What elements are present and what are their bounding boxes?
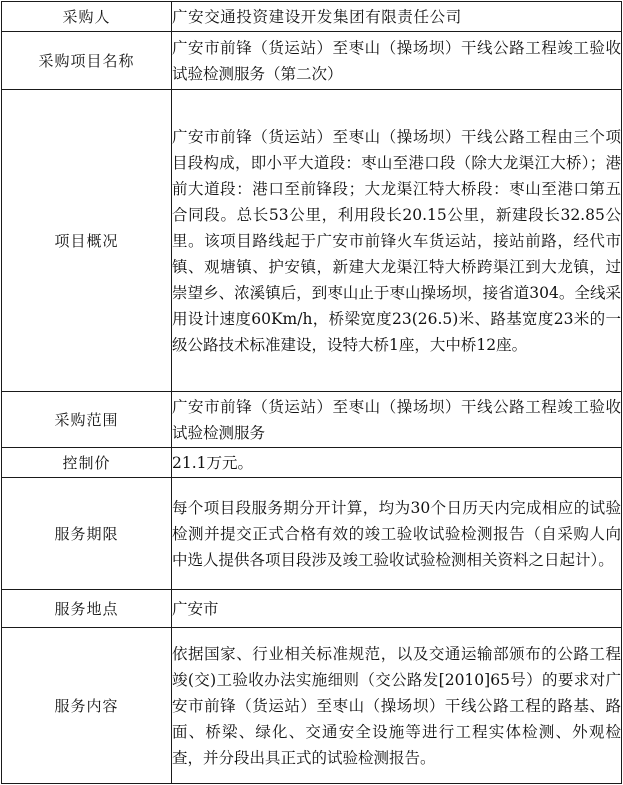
table-row (2, 478, 622, 590)
row-label-service-location: 服务地点 (2, 590, 172, 628)
table-row (2, 392, 622, 448)
table-row (2, 448, 622, 478)
row-label-project-name: 采购项目名称 (2, 32, 172, 90)
row-label-service-period: 服务期限 (2, 478, 172, 590)
row-label-purchaser: 采购人 (2, 2, 172, 32)
row-value-scope: 广安市前锋（货运站）至枣山（操场坝）干线公路工程竣工验收试验检测服务 (172, 392, 622, 448)
table-row (2, 590, 622, 628)
row-value-overview: 广安市前锋（货运站）至枣山（操场坝）干线公路工程由三个项目段构成，即小平大道段：枣山至港口段（除大龙渠江大桥）；港前大道段：港口至前锋段；大龙渠江特大桥段：枣山至港口第五合同段。总长53公里，利用段长20.15公里，新建段长32.85公里。该项目路线起于广安市前锋火车货运站，接站前路，经代市镇、观塘镇、护安镇，新建大龙渠江特大桥跨渠江到大龙镇，过崇望乡、浓溪镇后，到枣山止于枣山操场坝，接省道304。全线采用设计速度60Km/h，桥梁宽度23(26.5)米、路基宽度23米的一级公路技术标准建设，设特大桥1座，大中桥12座。 (172, 90, 622, 392)
row-value-purchaser: 广安交通投资建设开发集团有限责任公司 (172, 2, 622, 32)
table-row (2, 90, 622, 392)
row-value-control-price: 21.1万元。 (172, 448, 622, 478)
row-value-service-content: 依据国家、行业相关标准规范，以及交通运输部颁布的公路工程竣(交)工验收办法实施细则（交公路发[2010]65号）的要求对广安市前锋（货运站）至枣山（操场坝）干线公路工程的路基、路面、桥梁、绿化、交通安全设施等进行工程实体检测、外观检查，并分段出具正式的试验检测报告。 (172, 628, 622, 784)
row-label-service-content: 服务内容 (2, 628, 172, 784)
row-value-project-name: 广安市前锋（货运站）至枣山（操场坝）干线公路工程竣工验收试验检测服务（第二次） (172, 32, 622, 90)
row-value-service-period: 每个项目段服务期分开计算，均为30个日历天内完成相应的试验检测并提交正式合格有效的竣工验收试验检测报告（自采购人向中选人提供各项目段涉及竣工验收试验检测相关资料之日起计）。 (172, 478, 622, 590)
table-row (2, 2, 622, 32)
table-row (2, 32, 622, 90)
table-row (2, 628, 622, 784)
procurement-info-table (1, 1, 622, 784)
row-label-overview: 项目概况 (2, 90, 172, 392)
row-label-scope: 采购范围 (2, 392, 172, 448)
row-value-service-location: 广安市 (172, 590, 622, 628)
row-label-control-price: 控制价 (2, 448, 172, 478)
